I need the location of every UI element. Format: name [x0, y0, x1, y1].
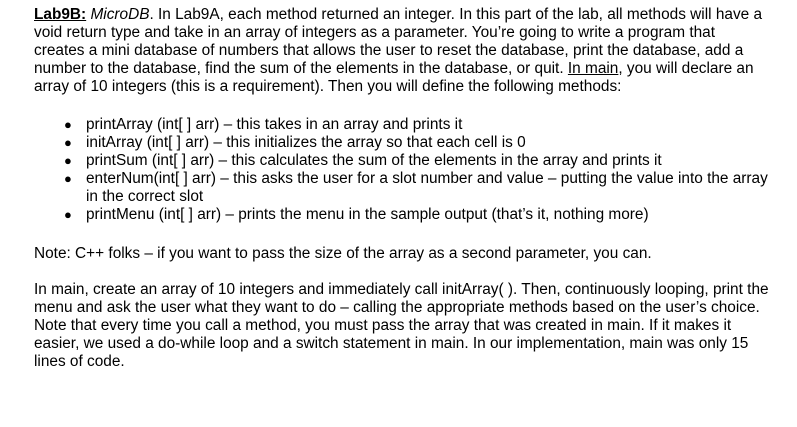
bullet-icon: ● — [64, 135, 72, 150]
document-body — [34, 6, 769, 371]
method-text: enterNum(int[ ] arr) – this asks the user for a slot number and value – putting the value into the array in the correct slot — [86, 170, 768, 205]
method-text: printSum (int[ ] arr) – this calculates the sum of the elements in the array and prints it — [86, 152, 662, 169]
in-main-underlined: In main — [567, 60, 619, 77]
list-item — [56, 116, 769, 134]
list-item — [56, 152, 769, 170]
intro-paragraph — [34, 6, 769, 96]
bullet-icon: ● — [64, 153, 72, 168]
list-item — [56, 206, 769, 224]
method-text: initArray (int[ ] arr) – this initializes the array so that each cell is 0 — [86, 134, 526, 151]
list-item — [56, 134, 769, 152]
bullet-icon: ● — [64, 117, 72, 132]
list-item — [56, 170, 769, 206]
intro-text-1: . In Lab9A, each method returned an integer. In this part of the lab, all methods will have a void return type and take in an array of integers as a parameter. You’re going to write a program that creates a mini database of numbers that allows the user to reset the database, print the database, add a number to the database, find the sum of the elements in the database, or quit. — [34, 6, 763, 77]
method-text: printMenu (int[ ] arr) – prints the menu in the sample output (that’s it, nothing more) — [86, 206, 649, 223]
app-name: MicroDB — [90, 6, 150, 23]
intro-text-2: , you will declare an array of 10 integers (this is a requirement). Then you will define the following methods: — [34, 60, 754, 95]
methods-list — [34, 116, 769, 224]
main-instructions-paragraph: In main, create an array of 10 integers and immediately call initArray( ). Then, continuously looping, print the menu and ask the user what they want to do – calling the appropriate methods based on the user’s choice. Note that every time you call a method, you must pass the array that was created in main. If it makes it easier, we used a do-while loop and a switch statement in main. In our implementation, main was only 15 lines of code. — [34, 281, 769, 370]
method-text: printArray (int[ ] arr) – this takes in an array and prints it — [86, 116, 463, 133]
bullet-icon: ● — [64, 171, 72, 186]
note-paragraph: Note: C++ folks – if you want to pass the size of the array as a second parameter, you can. — [34, 245, 652, 262]
lab-title: Lab9B: — [34, 6, 87, 23]
bullet-icon: ● — [64, 207, 72, 222]
